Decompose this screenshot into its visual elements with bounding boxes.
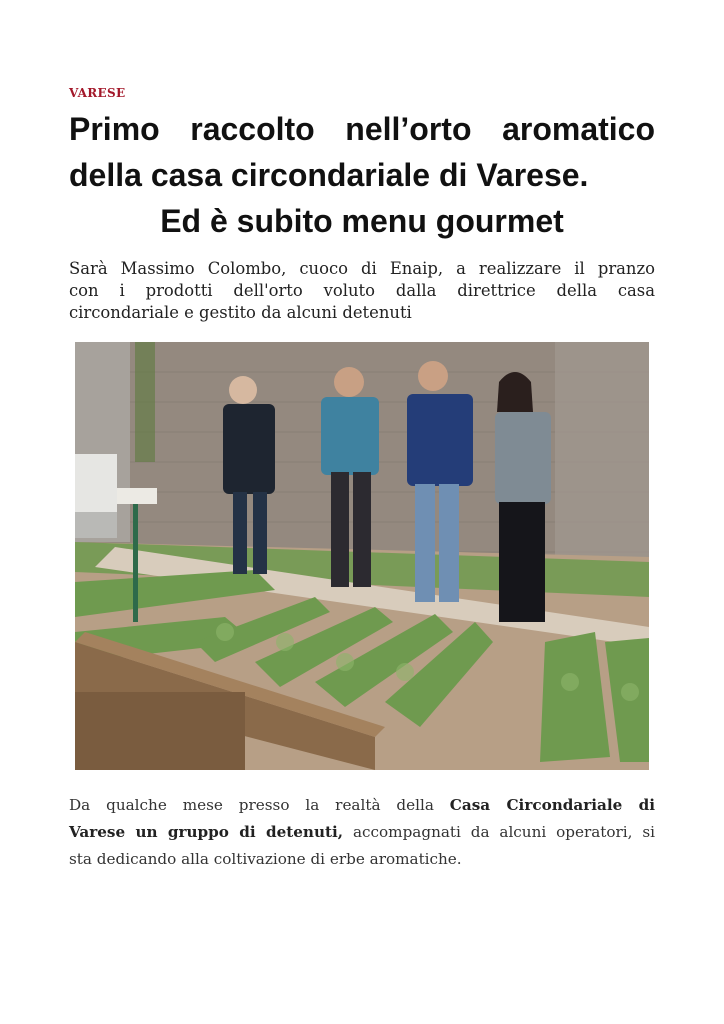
garden-photo <box>75 342 649 770</box>
body-text: sta dedicando alla coltivazione di erbe aromatiche. <box>69 850 462 868</box>
article-body <box>69 792 655 873</box>
subtitle-line: con i prodotti dell'orto voluto dalla direttrice della casa <box>69 281 655 300</box>
subtitle-line: Sarà Massimo Colombo, cuoco di Enaip, a realizzare il pranzo <box>69 259 655 278</box>
body-text: Da qualche mese presso la realtà della <box>69 796 434 814</box>
article-subtitle <box>69 258 655 324</box>
body-line <box>69 819 655 846</box>
headline-line: della casa circondariale di Varese. <box>69 157 589 193</box>
article-headline <box>69 106 655 244</box>
body-bold: Casa Circondariale di <box>449 796 655 814</box>
body-line <box>69 792 655 819</box>
garden-photo-icon <box>75 342 649 770</box>
headline-line: Primo raccolto nell’orto aromatico <box>69 111 655 147</box>
body-text: accompagnati da alcuni operatori, si <box>352 823 655 841</box>
subtitle-line: circondariale e gestito da alcuni detenuti <box>69 303 412 322</box>
section-kicker: VARESE <box>69 86 126 100</box>
body-bold: Varese un gruppo di detenuti, <box>69 823 344 841</box>
headline-line: Ed è subito menu gourmet <box>160 203 564 239</box>
body-line <box>69 846 655 873</box>
